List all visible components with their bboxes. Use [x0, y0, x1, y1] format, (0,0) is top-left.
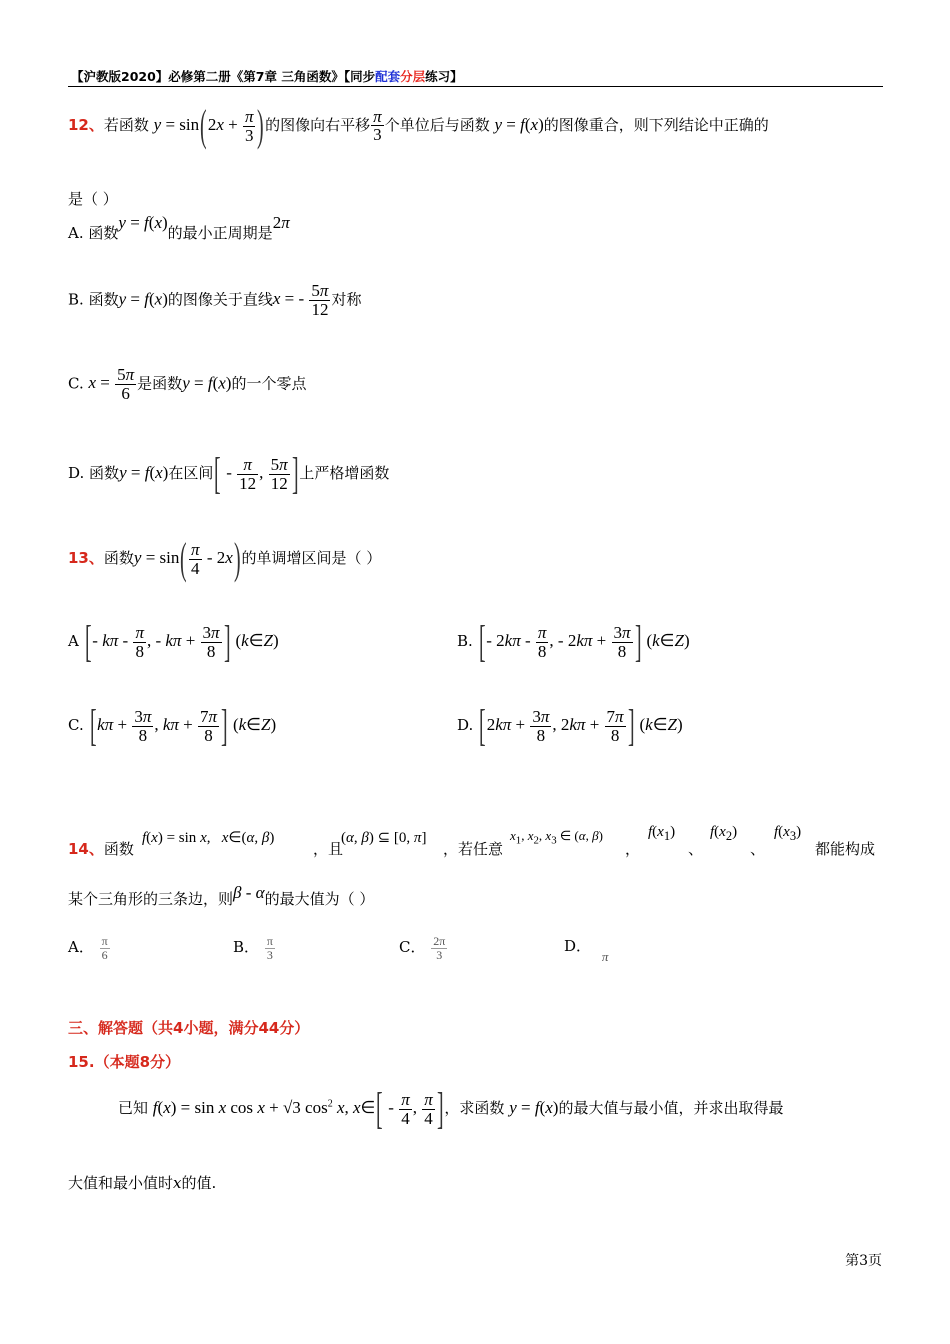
q15-mid: ，求函数	[444, 1098, 505, 1117]
frac-den: 3	[436, 947, 443, 962]
q12-line1	[68, 101, 769, 150]
option-text: 是函数	[137, 374, 183, 393]
q14-sep: 、	[750, 840, 766, 858]
q15-line2	[68, 1172, 216, 1193]
option-label: A	[68, 631, 79, 650]
frac-num: π	[101, 934, 108, 948]
q15-gfunc: y = f(x)	[509, 1097, 559, 1117]
q14-option-c	[399, 935, 448, 961]
option-fraction	[100, 935, 110, 961]
option-label: C.	[68, 715, 84, 734]
option-math: y = f(x)	[118, 289, 168, 309]
option-math2: x = - $\frac{5\pi}{12}$	[272, 281, 329, 319]
header-tail: 练习】	[425, 69, 463, 84]
option-math: y = f(x)	[119, 462, 169, 482]
q14-line1	[68, 838, 134, 859]
option-label: D.	[457, 715, 474, 734]
q12-option-a	[68, 213, 290, 243]
option-text: 在区间	[168, 463, 214, 482]
option-label: B.	[457, 631, 473, 650]
q15-line2b: 的值.	[181, 1174, 217, 1192]
q12-func: y = sin(2x + $\frac{\pi}{3}$ )	[153, 101, 265, 150]
q14-line2-math: β - α	[233, 883, 265, 902]
q13-option-c	[68, 701, 277, 750]
option-text: 的一个零点	[231, 374, 307, 393]
q14-t3: ，	[625, 840, 641, 858]
q14-f2: $f(x_2)$	[710, 824, 738, 843]
option-label: D．	[564, 937, 592, 955]
q14-t2: ，若任意	[443, 840, 504, 858]
q13-number: 13、	[68, 548, 104, 567]
q15-number: 15.（本题8分）	[68, 1053, 181, 1071]
option-text: 的图像关于直线	[167, 290, 273, 309]
q12-option-d	[68, 449, 390, 498]
frac-den: 6	[101, 947, 108, 962]
option-text: 的最小正周期是	[167, 224, 273, 242]
q12-number: 12、	[68, 115, 104, 134]
q13-option-d	[457, 701, 683, 750]
q12-option-c	[68, 366, 306, 403]
option-math: [2kπ + $\frac{3\pi}{8}$ , 2kπ + $\frac{7\pi}{8}$ ] (k∈Z)	[479, 701, 683, 750]
q12-option-b	[68, 282, 361, 319]
option-math: [kπ + $\frac{3\pi}{8}$ , kπ + $\frac{7\pi}{8}$ ] (k∈Z)	[89, 701, 277, 750]
q13-line1	[68, 534, 382, 583]
option-label: A．	[68, 938, 94, 957]
frac-den: 3	[266, 947, 273, 962]
frac-num: π	[266, 934, 273, 948]
page-header	[71, 67, 463, 85]
option-text: 函数	[88, 224, 119, 242]
q14-option-a	[68, 935, 111, 961]
q14-line2b: 的最大值为（ ）	[264, 890, 375, 908]
option-math2: y = f(x)	[182, 373, 232, 393]
q14-f1: $f(x_1)$	[648, 824, 676, 843]
q14-f3: $f(x_3)$	[774, 824, 802, 843]
option-math: y = f(x)	[118, 213, 168, 232]
q13-func: y = sin( $\frac{\pi}{4}$ - 2x)	[133, 534, 241, 583]
q15-line1	[118, 1084, 784, 1133]
q12-gfunc: y = f(x)	[494, 114, 544, 134]
option-text: 函数	[88, 290, 119, 309]
option-text: 对称	[331, 290, 362, 309]
q15-tail: 的最大值与最小值，并求出取得最	[558, 1098, 784, 1117]
q13-tail: 的单调增区间是（ ）	[241, 548, 382, 567]
q13-option-a	[68, 617, 279, 666]
q15-var: x	[173, 1174, 182, 1192]
q14-cond: (α, β) ⊆ [0, π]	[341, 830, 427, 846]
frac-num: 2π	[433, 934, 446, 948]
q14-func: f(x) = sin x, x∈(α, β)	[142, 830, 275, 846]
q12-lead: 若函数	[103, 115, 149, 134]
q12-mid1: 的图像向右平移	[265, 115, 371, 134]
header-title: 【沪教版2020】必修第二册《第7章 三角函数》【同步	[71, 69, 376, 84]
q12-mid2: 个单位后与函数	[384, 115, 490, 134]
option-fraction	[431, 935, 447, 961]
option-label: C.	[68, 374, 84, 393]
option-math: x = $\frac{5\pi}{6}$	[88, 365, 135, 403]
option-label: D.	[68, 463, 85, 482]
q14-line2	[68, 883, 375, 909]
q14-t1: ，且	[313, 840, 344, 858]
q15-lead: 已知	[118, 1098, 149, 1117]
header-rule	[68, 86, 883, 87]
option-fraction	[265, 935, 275, 961]
option-math: [- 2kπ - $\frac{\pi}{8}$ , - 2kπ + $\frac{3\pi}{8}$ ] (k∈Z)	[478, 617, 690, 666]
option-label: B．	[233, 938, 260, 957]
option-label: A.	[68, 224, 84, 242]
option-label: C．	[399, 938, 426, 957]
option-math: [- kπ - $\frac{\pi}{8}$ , - kπ + $\frac{3\pi}{8}$ ] (k∈Z)	[84, 617, 279, 666]
q12-tail: 的图像重合，则下列结论中正确的	[543, 115, 769, 134]
section-title: 三、解答题（共4小题，满分44分）	[68, 1019, 310, 1037]
option-math2: [ - $\frac{\pi}{12}$ , $\frac{5\pi}{12}$ ]	[214, 449, 299, 498]
q14-sep: 、	[688, 840, 704, 858]
q14-option-b	[233, 935, 276, 961]
q12-line2: 是（ ）	[68, 190, 118, 208]
q13-option-b	[457, 617, 690, 666]
q15-func: f(x) = sin x cos x + √3 $\cos^2 x$, x∈[ - $\frac{\pi}{4}$ , $\frac{\pi}{4}$ ]	[152, 1084, 444, 1133]
q13-lead: 函数	[103, 548, 134, 567]
header-red-text: 分层	[400, 69, 426, 84]
q14-option-d	[564, 935, 609, 964]
option-math2: 2π	[272, 213, 290, 232]
q14-t4: 都能构成	[815, 840, 876, 858]
q14-line2a: 某个三角形的三条边，则	[68, 890, 234, 908]
q14-lead: 函数	[103, 840, 134, 858]
option-label: B.	[68, 290, 84, 309]
option-value: π	[601, 949, 609, 964]
q14-vars: $x_1$, $x_2$, $x_3$ ∈ (α, β)	[510, 828, 603, 847]
q14-number: 14、	[68, 840, 104, 858]
q12-shift: $\frac{\pi}{3}$	[373, 106, 382, 145]
page-number: 第3页	[845, 1253, 882, 1269]
header-blue-text: 配套	[375, 69, 401, 84]
option-text: 函数	[89, 463, 120, 482]
option-text: 上严格增函数	[299, 463, 390, 482]
q15-line2a: 大值和最小值时	[68, 1174, 174, 1192]
